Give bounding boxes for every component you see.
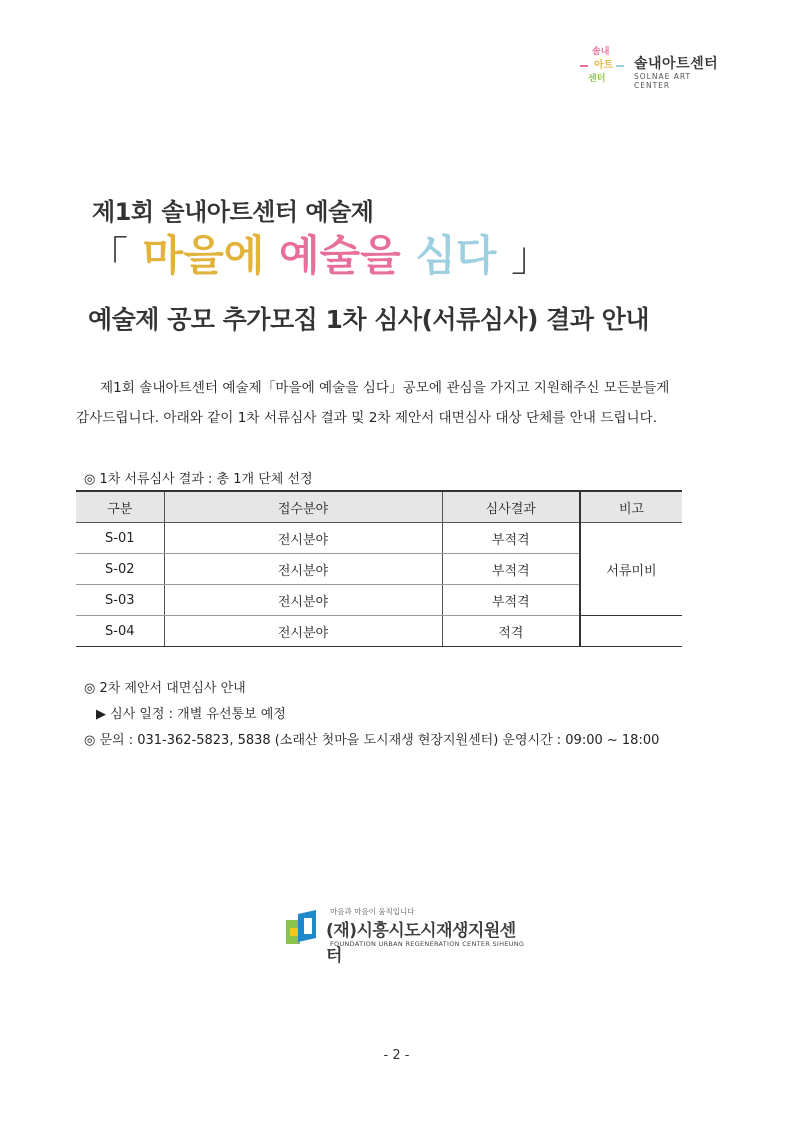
table-row xyxy=(76,523,682,554)
table-header-row xyxy=(76,491,682,523)
logo-mark-text-2: 아트 xyxy=(594,60,614,71)
cell-id: S-01 xyxy=(76,523,164,554)
cell-field: 전시분야 xyxy=(164,585,442,616)
cell-result: 부적격 xyxy=(442,523,580,554)
page-number: - 2 - xyxy=(383,1048,410,1063)
slogan-word-3: 심다 xyxy=(415,231,497,280)
slogan-word-2: 예술을 xyxy=(278,231,401,280)
cell-id: S-02 xyxy=(76,554,164,585)
info-contact: ◎ 문의 : 031-362-5823, 5838 (소래산 첫마을 도시재생 현장지원센터) 운영시간 : 09:00 ~ 18:00 xyxy=(84,733,660,748)
info-section xyxy=(84,676,659,754)
header-field: 접수분야 xyxy=(164,491,442,523)
header-note: 비고 xyxy=(580,491,682,523)
cell-id: S-04 xyxy=(76,616,164,647)
cell-field: 전시분야 xyxy=(164,616,442,647)
intro-line-1: 제1회 솔내아트센터 예술제「마을에 예술을 심다」공모에 관심을 가지고 지원해주신 모든분들게 xyxy=(100,380,670,396)
intro-line-2: 감사드립니다. 아래와 같이 1차 서류심사 결과 및 2차 제안서 대면심사 대상 단체를 안내 드립니다. xyxy=(76,410,658,426)
cell-result: 부적격 xyxy=(442,585,580,616)
table-row xyxy=(76,616,682,647)
siheung-urban-regeneration-logo xyxy=(284,906,525,966)
cell-result: 적격 xyxy=(442,616,580,647)
cell-note xyxy=(580,616,682,647)
info-second-round: ◎ 2차 제안서 대면심사 안내 xyxy=(84,681,246,696)
header-result: 심사결과 xyxy=(442,491,580,523)
logo-mark-text-3: 센터 xyxy=(588,74,606,84)
footer-org-name: (재)시흥시도시재생지원센터 xyxy=(326,921,516,966)
logo-name-english: SOLNAE ART CENTER xyxy=(634,72,692,90)
footer-org-name-english: FOUNDATION URBAN REGENERATION CENTER SIHEUNG xyxy=(330,940,525,948)
cell-note-merged: 서류미비 xyxy=(580,523,682,616)
footer-slogan: 마음과 마음이 움직입니다 xyxy=(330,907,415,916)
title-festival-name: 제1회 솔내아트센터 예술제 xyxy=(92,198,374,226)
intro-paragraph xyxy=(76,373,726,433)
cell-field: 전시분야 xyxy=(164,523,442,554)
cell-id: S-03 xyxy=(76,585,164,616)
cell-result: 부적격 xyxy=(442,554,580,585)
title-slogan xyxy=(88,228,551,285)
logo-mark-icon xyxy=(578,44,626,92)
logo-name-korean: 솔내아트센터 xyxy=(634,56,719,72)
slogan-bracket-open: 「 xyxy=(88,234,128,280)
screening-result-table xyxy=(76,490,682,647)
header-category: 구분 xyxy=(76,491,164,523)
solnae-art-center-logo xyxy=(578,44,728,92)
slogan-bracket-close: 」 xyxy=(511,234,552,280)
title-announcement: 예술제 공모 추가모집 1차 심사(서류심사) 결과 안내 xyxy=(88,305,649,334)
table-caption: ◎ 1차 서류심사 결과 : 총 1개 단체 선정 xyxy=(84,472,313,487)
slogan-word-1: 마을에 xyxy=(142,231,265,280)
foundation-emblem-icon xyxy=(284,908,324,948)
info-schedule: ▶ 심사 일정 : 개별 유선통보 예정 xyxy=(96,707,286,722)
cell-field: 전시분야 xyxy=(164,554,442,585)
logo-mark-text-1: 솔내 xyxy=(592,47,610,57)
